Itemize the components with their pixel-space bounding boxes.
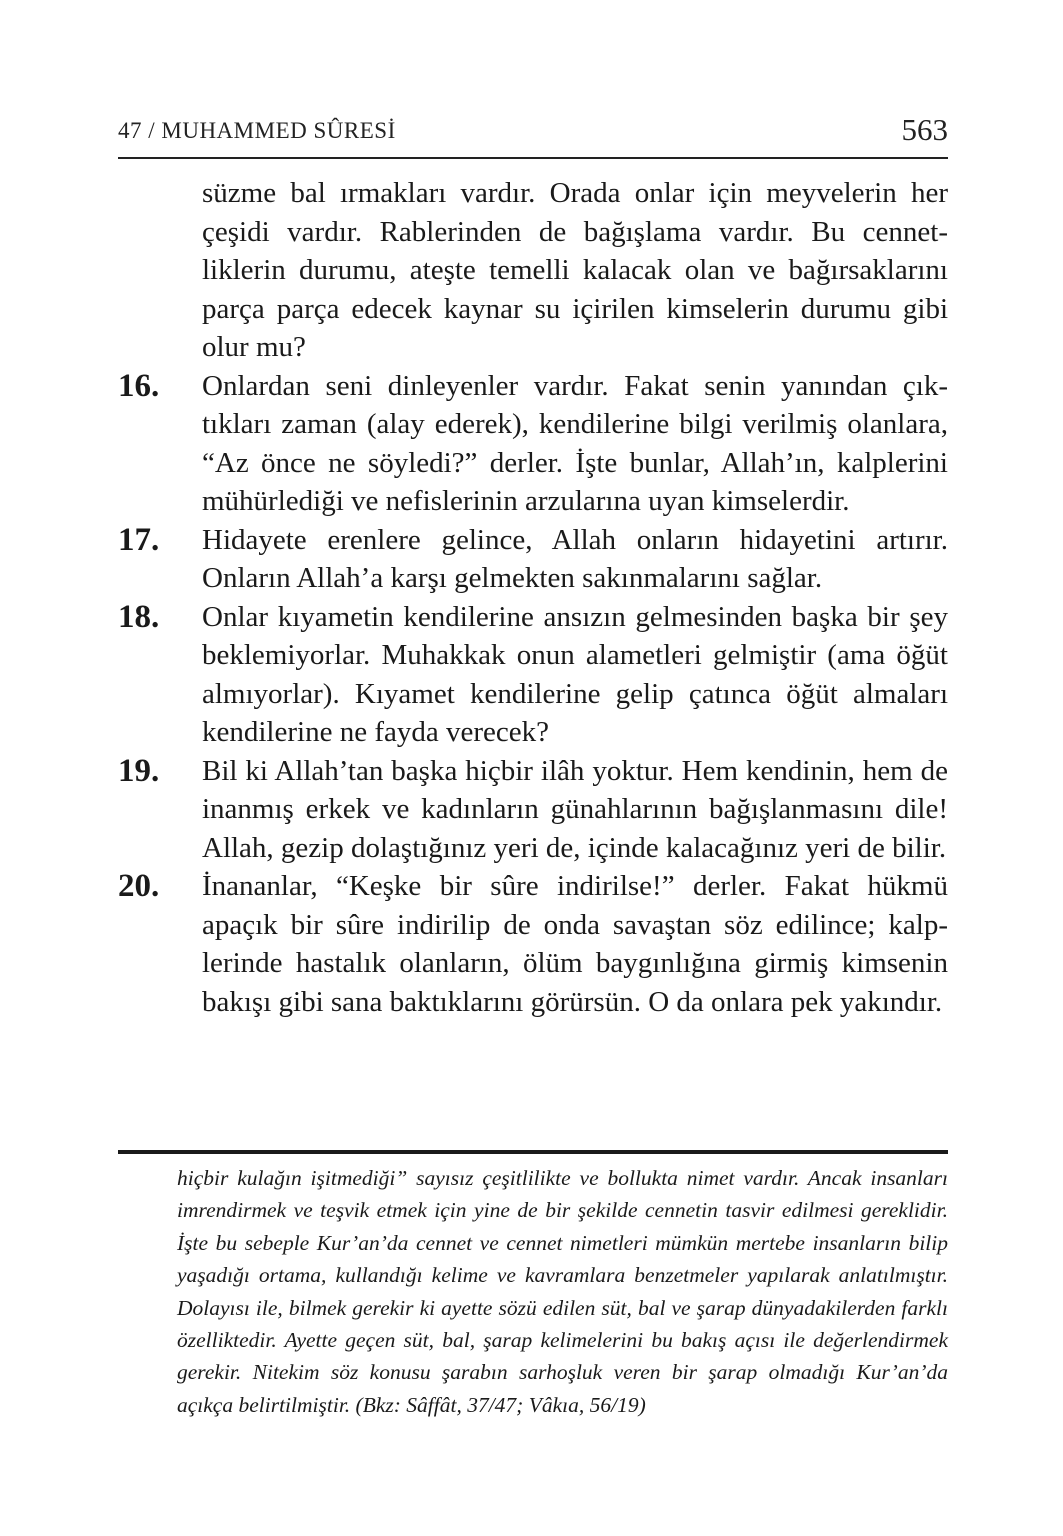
verse-text: süzme bal ırmakları vardır. Orada onlar için meyvelerin her çeşidi vardır. Rablerinden de bağışlama vardır. Bu cennetliklerin durumu, ateşte temelli kalacak olan ve bağırsaklarını parça parça edecek kaynar su içirilen kimselerin durumu gibi olur mu? <box>202 177 948 363</box>
verse-number: 17. <box>118 521 160 558</box>
verse-18 <box>118 598 948 752</box>
verse-16 <box>118 367 948 521</box>
verse-text: Onlardan seni dinleyenler vardır. Fakat senin yanından çıktıkları zaman (alay ederek), kendilerine bilgi verilmiş olanlara, “Az önce ne söyledi?” derler. İşte bunlar, Allah’ın, kalplerini mühürlediği ve nefislerinin arzularına uyan kimselerdir. <box>202 369 948 517</box>
verse-number: 16. <box>118 367 160 404</box>
verse-number: 19. <box>118 752 160 789</box>
verse-20 <box>118 867 948 1021</box>
header-rule <box>118 157 948 159</box>
verse-number: 20. <box>118 868 160 904</box>
verse-text: İnananlar, “Keşke bir sûre indirilse!” derler. Fakat hükmü apaçık bir sûre indirilip de onda savaştan söz edilince; kalplerinde hastalık olanların, ölüm baygınlığına girmiş kimsenin bakışı gibi sana baktıklarını görürsün. O da onlara pek yakındır. <box>202 870 948 1018</box>
verse-continuation <box>118 174 948 367</box>
verse-number: 18. <box>118 598 160 635</box>
page-number: 563 <box>901 112 948 147</box>
verse-text: Bil ki Allah’tan başka hiçbir ilâh yoktur. Hem kendinin, hem de inanmış erkek ve kadınların günahlarının bağışlanmasını dile! Allah, gezip dolaştığınız yeri de, içinde kalacağınız yeri de bilir. <box>202 754 948 864</box>
verse-text: Hidayete erenlere gelince, Allah onların hidayetini artırır. Onların Allah’a karşı gelmekten sakınmalarını sağlar. <box>202 523 948 594</box>
verse-text: Onlar kıyametin kendilerine ansızın gelmesinden başka bir şey beklemiyorlar. Muhakkak onun alametleri gelmiştir (ama öğüt almıyorlar). Kıyamet kendilerine gelip çatınca öğüt almaları kendilerine ne fayda verecek? <box>202 600 948 748</box>
running-head-title: 47 / MUHAMMED SÛRESİ <box>118 118 396 143</box>
verse-list <box>118 174 948 1021</box>
verse-19 <box>118 752 948 868</box>
footnote-rule <box>118 1150 948 1154</box>
footnote-text: hiçbir kulağın işitmediği” sayısız çeşitlilikte ve bollukta nimet vardır. Ancak insanları imrendirmek ve teşvik etmek için yine de bir şekilde cennetin tasvir edilmesi gereklidir. İşte bu sebeple Kur’an’da cennet ve cennet nimetleri mümkün mertebe insanların bilip yaşadığı ortama, kullandığı kelime ve kavramlara benzetmeler yapılarak anlatılmıştır. Dolayısı ile, bilmek gerekir ki ayette sözü edilen süt, bal ve şarap dünyadakilerden farklı özelliktedir. Ayette geçen süt, bal, şarap kelimelerini bu bakış açısı ile değerlendirmek gerekir. Nitekim söz konusu şarabın sarhoşluk veren bir şarap olmadığı Kur’an’da açıkça belirtilmiştir. (Bkz: Sâffât, 37/47; Vâkıa, 56/19) <box>177 1166 948 1417</box>
verse-17 <box>118 521 948 598</box>
